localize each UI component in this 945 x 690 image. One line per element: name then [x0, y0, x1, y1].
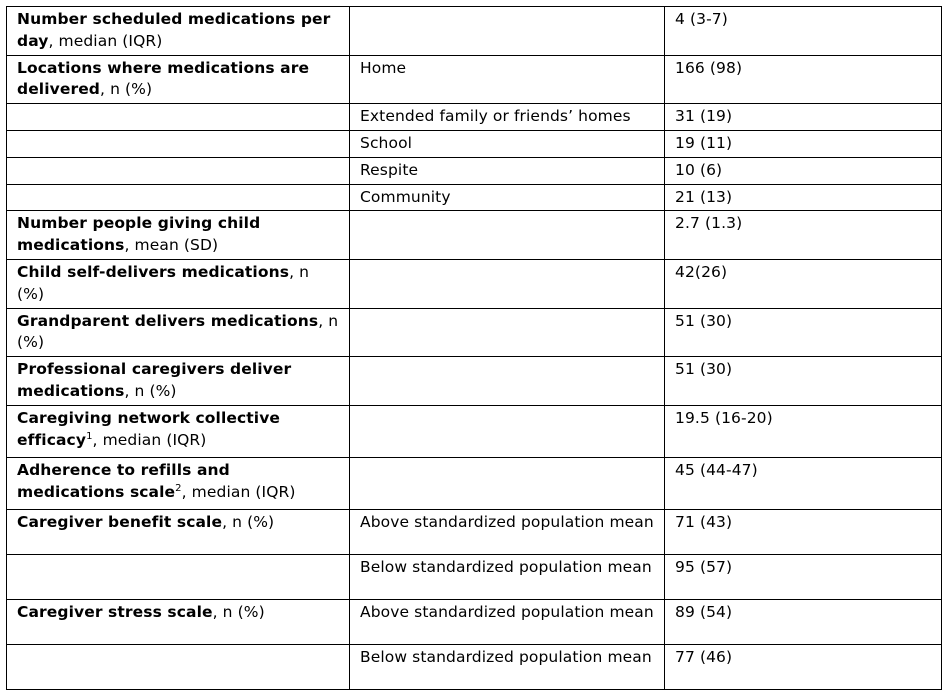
characteristic-label: Child self-delivers medications — [17, 262, 290, 281]
table-row — [7, 308, 942, 357]
value-cell: 10 (6) — [665, 157, 942, 184]
value-cell: 77 (46) — [665, 644, 942, 689]
characteristic-cell — [7, 104, 350, 131]
table-row — [7, 405, 942, 457]
category-cell: Above standardized population mean — [350, 599, 665, 644]
characteristic-statistic: , n (%) — [222, 512, 275, 531]
category-cell: Below standardized population mean — [350, 644, 665, 689]
characteristic-statistic: , n (%) — [212, 602, 265, 621]
medication-characteristics-table — [6, 6, 942, 690]
characteristic-statistic: , median (IQR) — [48, 31, 163, 50]
characteristic-cell — [7, 457, 350, 509]
table-row — [7, 599, 942, 644]
category-cell: School — [350, 130, 665, 157]
table-row — [7, 357, 942, 406]
characteristic-cell — [7, 308, 350, 357]
value-cell: 89 (54) — [665, 599, 942, 644]
category-cell — [350, 457, 665, 509]
characteristic-cell — [7, 130, 350, 157]
category-cell: Extended family or friends’ homes — [350, 104, 665, 131]
characteristic-statistic: , median (IQR) — [92, 430, 207, 449]
category-cell: Home — [350, 55, 665, 104]
characteristic-statistic: , median (IQR) — [181, 482, 296, 501]
characteristic-label: Caregiver benefit scale — [17, 512, 223, 531]
characteristic-cell — [7, 184, 350, 211]
table-row — [7, 457, 942, 509]
characteristic-cell — [7, 509, 350, 554]
value-cell: 21 (13) — [665, 184, 942, 211]
category-cell: Respite — [350, 157, 665, 184]
characteristic-label: Adherence to refills and medications scale — [17, 460, 230, 501]
value-cell: 19.5 (16-20) — [665, 405, 942, 457]
table-row — [7, 554, 942, 599]
value-cell: 95 (57) — [665, 554, 942, 599]
characteristic-statistic: , n (%) — [100, 80, 153, 99]
characteristic-label: Locations where medications are delivered — [17, 58, 310, 99]
category-cell: Above standardized population mean — [350, 509, 665, 554]
value-cell: 4 (3-7) — [665, 7, 942, 56]
characteristic-cell — [7, 599, 350, 644]
characteristic-cell — [7, 405, 350, 457]
characteristic-statistic: , n (%) — [17, 262, 310, 303]
value-cell: 51 (30) — [665, 308, 942, 357]
characteristic-statistic: , n (%) — [17, 311, 339, 352]
characteristic-label: Grandparent delivers medications — [17, 311, 319, 330]
value-cell: 31 (19) — [665, 104, 942, 131]
characteristic-cell — [7, 554, 350, 599]
characteristic-cell — [7, 157, 350, 184]
value-cell: 51 (30) — [665, 357, 942, 406]
table-row — [7, 211, 942, 260]
category-cell — [350, 259, 665, 308]
table-body — [7, 7, 942, 690]
characteristic-statistic: , n (%) — [124, 381, 177, 400]
table-row — [7, 644, 942, 689]
characteristic-cell — [7, 357, 350, 406]
value-cell: 166 (98) — [665, 55, 942, 104]
table-row — [7, 130, 942, 157]
category-cell — [350, 7, 665, 56]
value-cell: 42(26) — [665, 259, 942, 308]
characteristic-cell — [7, 7, 350, 56]
table-row — [7, 184, 942, 211]
category-cell — [350, 357, 665, 406]
characteristic-label: Caregiving network collective efficacy — [17, 408, 281, 449]
value-cell: 2.7 (1.3) — [665, 211, 942, 260]
footnote-marker: 2 — [175, 482, 182, 494]
value-cell: 71 (43) — [665, 509, 942, 554]
category-cell — [350, 405, 665, 457]
characteristic-cell — [7, 55, 350, 104]
category-cell: Below standardized population mean — [350, 554, 665, 599]
table-row — [7, 509, 942, 554]
characteristic-cell — [7, 644, 350, 689]
table-row — [7, 55, 942, 104]
characteristic-statistic: , mean (SD) — [124, 236, 219, 255]
value-cell: 45 (44-47) — [665, 457, 942, 509]
characteristic-label: Number scheduled medications per day — [17, 10, 331, 50]
table-row — [7, 104, 942, 131]
characteristic-label: Caregiver stress scale — [17, 602, 213, 621]
table-row — [7, 157, 942, 184]
characteristic-cell — [7, 259, 350, 308]
characteristic-label: Professional caregivers deliver medications — [17, 360, 292, 400]
characteristic-label: Number people giving child medications — [17, 214, 261, 255]
category-cell: Community — [350, 184, 665, 211]
table-row — [7, 259, 942, 308]
characteristic-cell — [7, 211, 350, 260]
table-row — [7, 7, 942, 56]
footnote-marker: 1 — [86, 430, 93, 442]
category-cell — [350, 211, 665, 260]
value-cell: 19 (11) — [665, 130, 942, 157]
category-cell — [350, 308, 665, 357]
